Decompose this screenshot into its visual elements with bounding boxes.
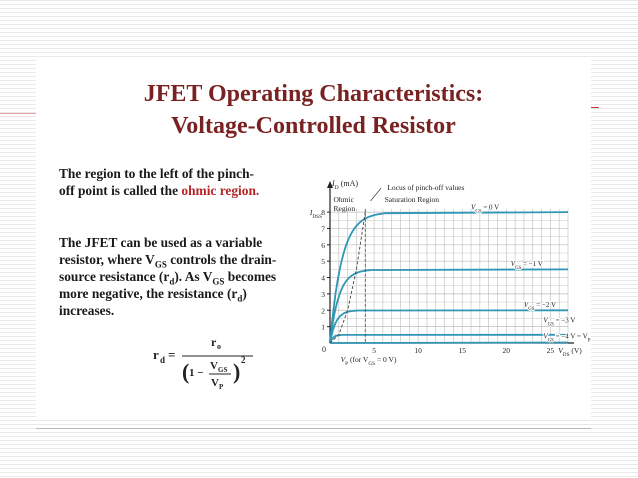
p2-sub-d-1: d [169,276,175,287]
jfet-characteristics-chart [264,170,591,380]
locus-pointer-line [371,188,382,201]
ohmic-region-highlight: ohmic region. [181,183,260,198]
formula-exponent: 2 [241,355,246,365]
paragraph-variable-resistor [59,234,289,319]
formula-lhs-sub: d [160,355,166,365]
x-tick-label: 5 [372,346,376,355]
p2-sub-gs-2: GS [212,276,225,287]
origin-label: 0 [322,345,326,354]
y-tick-label: 4 [321,273,325,283]
y-tick-label: 8 [321,208,325,218]
y-tick-label: 6 [321,240,325,250]
formula-numerator: r [211,337,217,349]
curve-label-2: $V_{GS} = -2$ V [523,301,557,312]
locus-annotation: Locus of pinch-off values [387,183,465,192]
curve-label-3: $V_{GS} = -3$ V [543,316,576,328]
x-tick-label: 25 [546,346,555,355]
formula-frac-top: V [210,360,218,372]
curve-label-0: $V_{GS} = 0$ V [471,203,500,215]
p2-mid-1: controls the drain-source resistance (r [59,252,277,284]
chart-grid [330,209,568,343]
slide-title-line-1: JFET Operating Characteristics: [143,81,484,107]
decorative-rule-left [0,113,36,114]
ohmic-label-line-2: Region [333,204,356,213]
formula-one-minus: 1 − [189,367,204,379]
formula-equals: = [168,347,176,362]
vp-annotation: $V_P$ (for $V_{GS} = 0$ V) [340,355,397,367]
formula-paren-right: ) [233,359,241,384]
curve-label-1: $V_{GS} = -1$ V [510,260,543,271]
slide-title-line-2: Voltage-Controlled Resistor [171,113,456,139]
y-tick-label: 7 [321,224,325,234]
y-tick-label: 1 [321,322,325,332]
saturation-annotation: Saturation Region [384,195,440,204]
formula-frac-bottom-sub: P [219,383,224,391]
x-tick-label: 10 [414,346,422,355]
slide [36,58,591,419]
x-axis-title: $V_{DS}$ (V) [558,346,582,358]
p2-intro: The JFET can be used as a variable resistor, where V [59,235,263,267]
chart-labels [309,179,591,367]
idss-label: $I_{DSS}$ [309,208,322,221]
p2-sub-gs-1: GS [154,259,167,270]
x-tick-label: 20 [502,346,511,355]
y-tick-label: 2 [321,306,325,316]
p2-mid-3: becomes more negative, the resistance (r [59,269,277,301]
resistance-formula [153,337,273,397]
y-tick-label: 3 [321,289,325,299]
ohmic-label-line-1: Ohmic [333,195,354,204]
x-tick-label: 15 [458,346,466,355]
decorative-rule-bottom [36,428,591,429]
formula-paren-left: ( [182,359,190,384]
formula-frac-top-sub: GS [218,366,228,374]
formula-lhs: r [153,347,159,362]
formula-frac-bottom: V [211,377,219,389]
curve-label-4: $V_{GS} = -4$ $V = V_P$ [543,332,591,343]
p2-mid-2: ). As V [174,269,213,284]
p2-end: ) increases. [59,286,247,318]
decorative-rule-right [591,107,599,108]
formula-numerator-sub: o [217,342,221,351]
p2-sub-d-2: d [237,293,243,304]
paragraph-ohmic-region [59,165,269,199]
paragraph-ohmic-text: The region to the left of the pinch-off point is called the [59,166,255,198]
y-axis-title: $I_D$ (mA) [332,179,359,191]
y-tick-label: 5 [321,257,325,267]
